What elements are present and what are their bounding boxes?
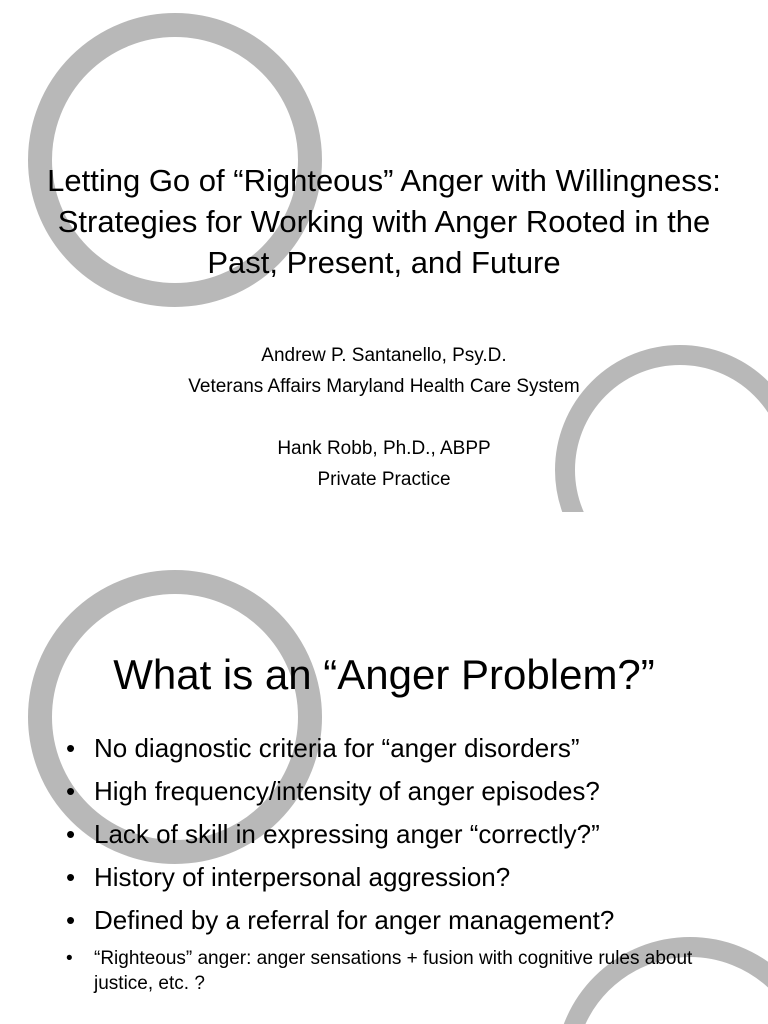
author-affiliation: Private Practice: [317, 469, 451, 490]
slide-title: Letting Go of “Righteous” Anger with Willingness: Strategies for Working with Anger Rooted in the Past, Present, and Future: [47, 163, 721, 280]
author-name: Hank Robb, Ph.D., ABPP: [277, 438, 491, 459]
bullet-item: • History of interpersonal aggression?: [66, 856, 746, 899]
slide-title: What is an “Anger Problem?”: [113, 651, 655, 698]
author-name: Andrew P. Santanello, Psy.D.: [261, 345, 507, 366]
bullet-item: • High frequency/intensity of anger episodes?: [66, 770, 746, 813]
sub-bullet-item: • “Righteous” anger: anger sensations + fusion with cognitive rules about justice, etc. ?: [66, 946, 746, 996]
bullet-list: [66, 727, 746, 996]
author-block: [40, 340, 728, 495]
bullet-item: • No diagnostic criteria for “anger disorders”: [66, 727, 746, 770]
author-affiliation: Veterans Affairs Maryland Health Care System: [188, 376, 580, 397]
bullet-item: • Defined by a referral for anger management?: [66, 899, 746, 942]
bullet-item: • Lack of skill in expressing anger “correctly?”: [66, 813, 746, 856]
